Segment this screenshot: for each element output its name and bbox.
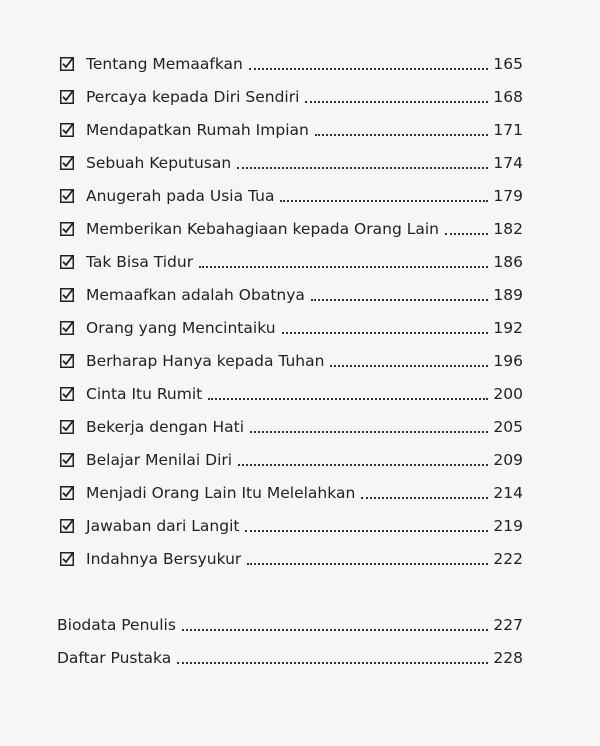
toc-entry[interactable] — [57, 147, 523, 173]
toc-entry[interactable] — [57, 279, 523, 305]
toc-entry-title: Tak Bisa Tidur — [86, 253, 194, 271]
dot-leader — [445, 231, 488, 235]
checkbox-checked-icon — [57, 120, 77, 140]
toc-entry[interactable] — [57, 312, 523, 338]
checkbox-checked-icon — [57, 87, 77, 107]
toc-entry-title: Daftar Pustaka — [57, 649, 172, 667]
toc-entry-page: 222 — [493, 550, 523, 568]
checkbox-checked-icon — [57, 252, 77, 272]
toc-entry-page: 189 — [493, 286, 523, 304]
toc-entry[interactable] — [57, 543, 523, 569]
toc-entry-title: Jawaban dari Langit — [86, 517, 240, 535]
toc-entry-title: Memaafkan adalah Obatnya — [86, 286, 305, 304]
dot-leader — [182, 627, 488, 631]
checkbox-checked-icon — [57, 549, 77, 569]
toc-entry-page: 192 — [493, 319, 523, 337]
checkbox-checked-icon — [57, 384, 77, 404]
checkbox-checked-icon — [57, 450, 77, 470]
toc-entry[interactable] — [57, 411, 523, 437]
dot-leader — [282, 330, 489, 334]
toc-entry-page: 174 — [493, 154, 523, 172]
toc-entry-title: Indahnya Bersyukur — [86, 550, 242, 568]
checkbox-checked-icon — [57, 483, 77, 503]
toc-entry-title: Bekerja dengan Hati — [86, 418, 245, 436]
checkbox-checked-icon — [57, 285, 77, 305]
end-matter-entry[interactable] — [57, 642, 523, 668]
toc-entry-page: 179 — [493, 187, 523, 205]
toc-entry[interactable] — [57, 81, 523, 107]
toc-entry-page: 209 — [493, 451, 523, 469]
checkbox-checked-icon — [57, 417, 77, 437]
dot-leader — [315, 132, 489, 136]
toc-entry-title: Percaya kepada Diri Sendiri — [86, 88, 300, 106]
toc-entry[interactable] — [57, 48, 523, 74]
dot-leader — [361, 495, 488, 499]
dot-leader — [199, 264, 488, 268]
checkbox-checked-icon — [57, 186, 77, 206]
toc-entry[interactable] — [57, 477, 523, 503]
toc-entry-page: 196 — [493, 352, 523, 370]
toc-entry-title: Berharap Hanya kepada Tuhan — [86, 352, 325, 370]
checkbox-checked-icon — [57, 54, 77, 74]
checkbox-checked-icon — [57, 351, 77, 371]
dot-leader — [245, 528, 488, 532]
toc-entry-title: Memberikan Kebahagiaan kepada Orang Lain — [86, 220, 439, 238]
toc-entry-title: Tentang Memaafkan — [86, 55, 243, 73]
toc-entry[interactable] — [57, 345, 523, 371]
dot-leader — [305, 99, 488, 103]
toc-entry[interactable] — [57, 180, 523, 206]
checkbox-checked-icon — [57, 153, 77, 173]
toc-entry-page: 219 — [493, 517, 523, 535]
dot-leader — [311, 297, 488, 301]
dot-leader — [280, 198, 488, 202]
dot-leader — [247, 561, 488, 565]
toc-entry-page: 228 — [493, 649, 523, 667]
toc-entry[interactable] — [57, 246, 523, 272]
toc-entry-page: 186 — [493, 253, 523, 271]
toc-entry-title: Orang yang Mencintaiku — [86, 319, 276, 337]
dot-leader — [330, 363, 488, 367]
dot-leader — [250, 429, 488, 433]
checkbox-checked-icon — [57, 219, 77, 239]
toc-entry-page: 205 — [493, 418, 523, 436]
dot-leader — [208, 396, 488, 400]
toc-entry[interactable] — [57, 378, 523, 404]
end-matter-entry[interactable] — [57, 609, 523, 635]
toc-entry[interactable] — [57, 114, 523, 140]
toc-entry-title: Biodata Penulis — [57, 616, 176, 634]
toc-entry-page: 165 — [493, 55, 523, 73]
toc-entry[interactable] — [57, 510, 523, 536]
toc-entry-page: 168 — [493, 88, 523, 106]
toc-entry-page: 227 — [493, 616, 523, 634]
toc-entry-page: 214 — [493, 484, 523, 502]
toc-entry[interactable] — [57, 444, 523, 470]
checkbox-checked-icon — [57, 516, 77, 536]
toc-entry-title: Mendapatkan Rumah Impian — [86, 121, 309, 139]
toc-entry-page: 182 — [493, 220, 523, 238]
toc-entry[interactable] — [57, 213, 523, 239]
dot-leader — [249, 66, 489, 70]
toc-entry-title: Cinta Itu Rumit — [86, 385, 203, 403]
toc-entry-title: Anugerah pada Usia Tua — [86, 187, 275, 205]
dot-leader — [177, 660, 488, 664]
toc-entry-title: Belajar Menilai Diri — [86, 451, 233, 469]
dot-leader — [238, 462, 488, 466]
toc-entry-title: Menjadi Orang Lain Itu Melelahkan — [86, 484, 356, 502]
toc-entry-title: Sebuah Keputusan — [86, 154, 232, 172]
dot-leader — [237, 165, 488, 169]
checkbox-checked-icon — [57, 318, 77, 338]
toc-entry-page: 171 — [493, 121, 523, 139]
toc-entry-page: 200 — [493, 385, 523, 403]
